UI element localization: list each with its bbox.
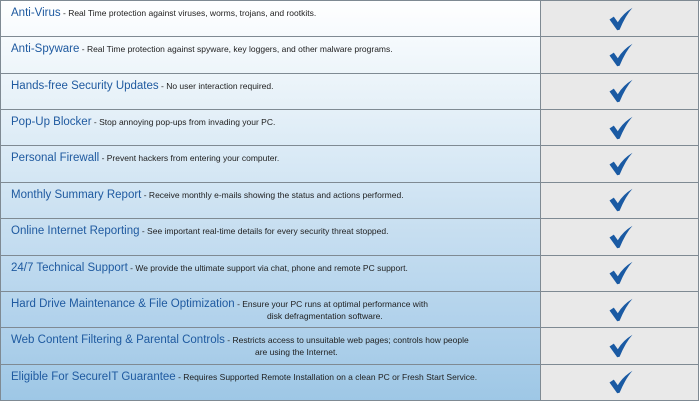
feature-text xyxy=(11,43,480,55)
feature-description: - Restricts access to unsuitable web pages; controls how people xyxy=(224,335,469,346)
feature-text xyxy=(11,225,480,237)
feature-title: Monthly Summary Report xyxy=(11,188,142,201)
feature-text xyxy=(11,262,480,274)
included-cell xyxy=(541,292,699,327)
included-cell xyxy=(541,365,699,400)
feature-text xyxy=(11,189,480,201)
feature-description: - See important real-time details for every security threat stopped. xyxy=(139,226,389,237)
feature-cell xyxy=(0,110,541,145)
feature-description: - We provide the ultimate support via chat, phone and remote PC support. xyxy=(127,262,408,273)
feature-cell xyxy=(0,219,541,254)
included-cell xyxy=(541,219,699,254)
feature-description-continued: are using the Internet. xyxy=(255,347,338,358)
feature-cell xyxy=(0,328,541,363)
feature-cell xyxy=(0,1,541,36)
feature-cell xyxy=(0,146,541,181)
feature-cell xyxy=(0,37,541,72)
feature-row xyxy=(0,292,699,328)
feature-description: - Prevent hackers from entering your computer. xyxy=(99,153,280,164)
feature-text xyxy=(11,152,480,164)
checkmark-icon xyxy=(608,298,634,322)
feature-title: Personal Firewall xyxy=(11,152,100,165)
checkmark-icon xyxy=(608,188,634,212)
feature-title: Online Internet Reporting xyxy=(11,225,140,238)
feature-row xyxy=(0,365,699,401)
included-cell xyxy=(541,328,699,363)
feature-description: - Real Time protection against viruses, worms, trojans, and rootkits. xyxy=(60,8,317,18)
feature-row xyxy=(0,328,699,364)
feature-description: - Receive monthly e-mails showing the status and actions performed. xyxy=(141,189,404,200)
checkmark-icon xyxy=(608,225,634,249)
feature-cell xyxy=(0,256,541,291)
included-cell xyxy=(541,74,699,109)
feature-cell xyxy=(0,292,541,327)
checkmark-icon xyxy=(608,7,634,31)
checkmark-icon xyxy=(608,43,634,67)
feature-description-continued: disk defragmentation software. xyxy=(267,310,383,321)
checkmark-icon xyxy=(608,79,634,103)
included-cell xyxy=(541,256,699,291)
feature-description: - Ensure your PC runs at optimal performance with xyxy=(234,298,428,309)
feature-text xyxy=(11,80,480,92)
included-cell xyxy=(541,183,699,218)
feature-description: - Requires Supported Remote Installation on a clean PC or Fresh Start Service. xyxy=(175,371,478,382)
feature-title: Eligible For SecureIT Guarantee xyxy=(11,370,176,383)
included-cell xyxy=(541,1,699,36)
feature-cell xyxy=(0,183,541,218)
feature-title: Hands-free Security Updates xyxy=(11,79,159,92)
feature-cell xyxy=(0,74,541,109)
feature-title: Hard Drive Maintenance & File Optimization xyxy=(11,297,235,310)
feature-row xyxy=(0,110,699,146)
checkmark-icon xyxy=(608,334,634,358)
feature-title: Web Content Filtering & Parental Controls xyxy=(11,334,225,347)
feature-row xyxy=(0,183,699,219)
checkmark-icon xyxy=(608,261,634,285)
feature-row xyxy=(0,219,699,255)
feature-title: Anti-Spyware xyxy=(11,43,80,56)
checkmark-icon xyxy=(608,152,634,176)
feature-row xyxy=(0,256,699,292)
feature-row xyxy=(0,37,699,73)
feature-row xyxy=(0,74,699,110)
feature-text xyxy=(11,371,480,383)
feature-row xyxy=(0,146,699,182)
feature-cell xyxy=(0,365,541,400)
feature-title: Anti-Virus xyxy=(11,7,61,19)
feature-text xyxy=(11,116,480,128)
included-cell xyxy=(541,37,699,72)
feature-description: - Stop annoying pop-ups from invading your PC. xyxy=(91,117,276,128)
feature-title: 24/7 Technical Support xyxy=(11,261,128,274)
included-cell xyxy=(541,146,699,181)
feature-text xyxy=(11,7,480,19)
feature-row xyxy=(0,1,699,37)
feature-text xyxy=(11,298,480,322)
included-cell xyxy=(541,110,699,145)
feature-text xyxy=(11,334,480,358)
feature-description: - Real Time protection against spyware, key loggers, and other malware programs. xyxy=(79,44,393,55)
feature-description: - No user interaction required. xyxy=(158,80,274,91)
checkmark-icon xyxy=(608,116,634,140)
feature-title: Pop-Up Blocker xyxy=(11,116,92,129)
checkmark-icon xyxy=(608,370,634,394)
